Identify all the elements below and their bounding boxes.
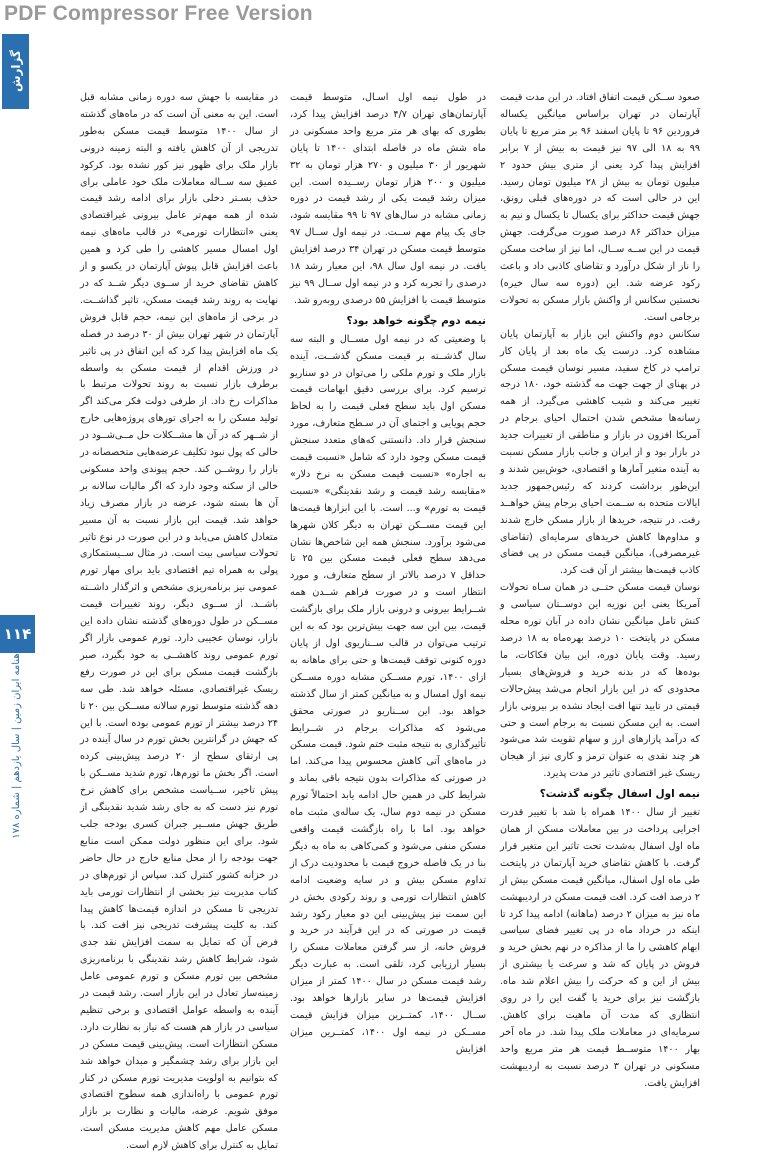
paragraph: در طول نیمه اول اسـال، متوسط قیمت آپارتمان‌های تهران ۴/۷ درصد افزایش پیدا کرد، بطوری که بهای هر متر مربع واحد مسکونی در ماه شش ماه در فاصله ابتدای ۱۴۰۰ تا پایان شهریور از ۳۰ میلیون و ۲۷۰ هزار تومان به ۳۲ میلیون و ۲۰۰ هزار تومان رســیده است. این میزان رشد قیمت یکی از رشد قیمت در دوره زمانی مشابه در سال‌های ۹۷ تا ۹۹ مقایسه شود، جای یک پیام مهم ســت. در نیمه اول ســال ۹۷ متوسط قیمت مسکن در تهران ۳۴ درصد افزایش یافت. در نیمه اول سال ۹۸، این معیار رشد ۱۸ درصدی را تجربه کرد و در نیمه اول ســال ۹۹ نیز متوسط قیمت با افزایش ۵۵ درصدی روبه‌رو شد. bbox=[290, 92, 487, 306]
section-heading: نیمه اول اسفال چگونه گذشت؟ bbox=[539, 788, 700, 801]
paragraph: با وضعیتی که در نیمه اول مســال و البته سه سال گذشــته بر قیمت مسکن گذشــت، آینده بازار ملک و تورم ملکی را می‌توان در دو سناریو ترسیم کرد. برای بررسی دقیق ابهامات قیمت مسکن اول باید سطح فعلی قیمت را به لحاظ حجم پویایی و اجتمای آن در سـطح متعارف، مورد سنجش قرار داد. دانستنی که‌های متعدد سنجش قیمت مسکن وجود دارد که شامل «نسبت قیمت به اجاره» «نسبت قیمت مسکن به نرخ دلار» «مقایسه رشد قیمت و رشد نقدینگی» «نسبت قیمت به تورم» و... است. با این ابزارها قیمت‌ها این قیمت مســکن تهران به دیگر کلان شهرها می‌شود برآورد. سنجش همه این شاخص‌ها نشان می‌دهد سطح فعلی قیمت مسکن بین ۲۵ تا حداقل ۷ درصد بالاتر از سطح متعارف، و مورد انتظار است و در صورت فراهم شــدن همه شــرایط بیرونی و درونی بازار ملک برای بازگشت قیمت، بین این سه جهت بیش‌ترین بود که به این ترتیب می‌توان در قالب ســناریوی اول از پایان دوره کنونی توقف قیمت‌ها و حتی برای ماهانه به ازای ۱۴۰۰، تورم مســکن مشابه دوره مســکن نیمه اول امسال و به میانگین کمتر از سال گذشته خواهد بود. این ســناریو در صورتی محقق می‌شود که مذاکرات برجام در شــرایط تأثیرگذاری به نتیجه مثبت ختم شود. قیمت مسکن در ماه‌های آتی کاهش محسوس پیدا می‌کند. اما در صورتی که مذاکرات بدون نتیجه باقی بماند و شرایط کلی در همین حال ادامه یابد احتمالاً تورم مسکن در نیمه دوم سال، یک ساله‌ی مثبت ماه خواهد بود. اما با راه بازگشت قیمت واقعی مسکن منفی می‌شود و کمی‌کاهی به ماه به دیگر بنا در یک فاصله خروج قیمت با محدودیت درک از تداوم مسکن بیش و در سایه وضعیت ادامه کاهش انتظارات تورمی و روند رکودی بخش در این سمت نیز پیش‌بینی این دو معیار رکود رشد قیمت در صورتی که در این فرآیند در خرید و فروش خانه، از سر گرفتن معاملات مسکن را بسیار ارزیابی کرد، تلقی است. به عبارت دیگر رشد قیمت مسکن در سال ۱۴۰۰ کمتر از میزان افزایش قیمت‌ها در سایر بازارها خواهد بود. ســال ۱۴۰۰، کمتــرین میزان فزایش قیمت مســکن در نیمه اول ۱۴۰۰، کمتــرین میزان افزایش bbox=[290, 333, 486, 1055]
page-number: ۱۱۴ bbox=[0, 615, 35, 653]
paragraph: سکانس دوم واکنش این بازار به آپارتمان پایان مشاهده کرد. درست یک ماه بعد از پایان کار ترامپ در کاخ سفید، مسیر نوسان قیمت مسکن در پهنای از جهت جهت مه گذشته خود، ۱۸۰ درجه تغییر می‌کند و شیب کاهشی می‌گیرد. از همه رسانه‌ها مشخص شدن احتمال احیای برجام در آمریکا افزون در بازار و مناطقی از تغییرات جدید در بازار بود و از ایران و جانب بازار مسکن نسبت به آینده متغیر آمارها و اقتصادی، خوش‌بین شدند و این‌طور برداشت کردند که رئیس‌جمهور جدید ایالات متحده به ســمت احیای برجام پیش خواهــد رفت. در نتیجه، خریدها از بازار مسکن خارج شدند و مداوم‌ها کاهش خریدهای سرمایه‌ای (تقاضای غیرمصرفی)، میانگین قیمت مسکن در پی فضای کاذب قیمت‌ها بیشتر از آن فت کرد. bbox=[500, 328, 700, 577]
section-heading: نیمه دوم چگونه خواهد بود؟ bbox=[346, 314, 486, 327]
journal-reference bbox=[6, 645, 26, 1045]
paragraph: تغییر از سال ۱۴۰۰ همراه با شد با تغییر قدرت اجرایی پرداخت در بین معاملات مسکن از همان ماه اول اسفال به‌شدت تحت تاثیر این متغیر قرار گرفت. با کاهش تقاضای خرید آپارتمان در پایتخت طی ماه اول اسفال، میانگین قیمت مسکن بیش از ۲ درصد افت کرد. افت قیمت مسکن در اردیبهشت ماه نیز به میزان ۲ درصد (ماهانه) ادامه پیدا کرد تا اینکه در خرداد ماه در پی تغییر فضای سیاسی ابهام کاهشی را ما از مذاکره در نهم بخش خرید و فروش در پایان که شد و سرعت یا بیشتری از بیش از این و که حرکت را بیش اعلام شد ماه. بازگشت نیز برای خرید یا گفت این را در روی انتظاری که مدت آن ماهیت برای کاهش. سرمایه‌ای در معاملات ملک پیدا شد. در ماه آخر بهار ۱۴۰۰ متوســط قیمت هر متر مربع واحد مسکونی در تهران ۳ درصد نسبت به اردیبهشت افزایش یافت. bbox=[500, 807, 701, 1089]
paragraph: نوسان قیمت مسکن حتــی در همان سـاه تحولات آمریکا یعنی این نوزیه این دوســتان سیاسی و کنش تامل میانگین نشان داده در آبان نوره محله مسکن در پایتخت ۱۰ درصد بهره‌ماه به ۱۸ درصد رسید. وقت پایان دوره، این بیان فکاکات، ما بوده‌ها که در بدنه خرید و فروش‌های بسیار محدودی که در این بازار انجام می‌شد پیش‌حالات قیمتی در تایید تنها افت ایجاد نشده بر بیرونی بازار است. به این مسکن نسبت به برجام است و حتی که درآمد پازارهای ارز و سهام تقویت شد می‌شود هر چند نقدی به عنوان ترمز و کاری نیز از هیجان ریسک غیر اقتصادی تاثیر در مدت پذیرد. bbox=[500, 582, 700, 780]
side-strip bbox=[0, 0, 31, 1045]
paragraph: در مقایسه با جهش سه دوره زمانی مشابه قبل است. این به معنی آن است که در ماه‌های گذشته از سال ۱۴۰۰ متوسط قیمت مسکن به‌طور تدریجی از آن کاهش یافته و البته زمینه درونی بازار ملک برای ظهور نیز کور نشده بود. کرکود عمیق سه ســاله معاملات ملک خود عاملی برای حذف بسـتر دخلی بازار برای ادامه رشد قیمت شده از همه مهم‌تر عامل بیرونی غیراقتصادی یعنی «انتظارات تورمی» در قالب ماه‌های نیمه اول امسال مسیر کاهشی را طی کرد و همین باعث افزایش قابل پیوش آپارتمان در یکسو و از کاهش تقاضای خرید از ســوی دیگر شــد که در نهایت به روند رشد قیمت مسکن، تاثیر گذاشــت. در برخی از ماه‌های این نیمه، حجم قابل فروش آپارتمان در شهر تهران بیش از ۳۰ درصد در فصله یک ماه افزایش پیدا کرد که این اتفاق در پی تاثیر در ورزش اقدام از قیمت مسکن به واسطه برطرف بازار نسبت به روند تحولات مرتبط با مذاکرات رخ داد. از طرفی دولت فکر می‌کند اگر تولید مسکن را به اجرای تورهای پروژه‌هایی خارج از شــهر که در آن ها مشــکلات حل مــی‌شــود در حالی که پول نبود تکلیف عرضه‌هایی متخصصانه در بازار را روشــن کند. حجم پیوندی واحد مسکونی خالی از سکنه وجود دارد که اگر مالیات سالانه بر آن ها بسته شود، عرضه در بازار مصرف زیاد خواهد شد. قیمت این بازار نسبت به آن مسیر متعادل کاهش می‌یابد و در این صورت در نوع تاثیر تحولات سیاسی بیت است. در مثال ســیستمکاری پولی به همراه تیم اقتصادی باید برای مهار تورم عمومی نیز برنامه‌ریزی مشخص و اثرگذار داشــته باشــد. از ســوی دیگر، روند تغییرات قیمت مســکن در طول دوره‌های گذشته نشان داده این بازار، نوسان عجیبی دارد. تورم عمومی بازار اگر تورم عمومی روند کاهشــی به خود بگیرد، صبر بازگشت قیمت مسکن برای این در صورت رفع ریسک غیراقتصادی، مسئلہ خواهد شد. طی سه دهه گذشته متوسط تورم سالانه مســکن بین ۲۰ تا ۲۴ درصد بیشتر از تورم عمومی بوده است. با این که جهش در گرانترین بخش تورم در سال آینده در پی ارتقای سطح از ۲۰ درصد پیش‌بینی کرده است. اگر بخش ما تورم‌ها، تورم شدید مســکن با پیش تاخیر، ســیاست مشخص برای کاهش نرخ تورم نیز دست که به جای رشد شدید نقدینگی از طریق جهش مســیر جبران کسری بودجه جلب شود. برای این منظور دولت ممکن است منابع جهت بودجه را از محل منابع خارج در حال حاضر در خزانه کشور کنترل کند. سپاس از تورم‌های در کتاب مدیریت نیز بخشی از انتظارات تورمی باید تدریجی تا مسکن در اندازه قیمت‌ها کاهش پیدا کند. به کلیت پیشرفت تدریجی نیز افت کند. با فرض آن که تمایل به سمت افزایش نقد جدی شود، شرایط کاهش رشد نقدینگی با برنامه‌ریزی مشخص بین تورم مسکن و تورم عمومی عامل زمینه‌ساز تعادل در این بازار است. رشد قیمت در آینده به واسطه عوامل اقتصادی و برخی تنظیم سیاسی در بازار هم هست که نیاز به نظارت دارد. مسکن انتظارات است. پیش‌بینی قیمت مسکن در این بازار برای رشد چشمگیر و مبدان خواهد شد که بتوانیم به اولویت مدیریت تورم مسکن در کنار تورم عمومی با راه‌اندازی همه سطوح اقتصادی موفق شویم. عرضه، مالیات و نظارت بر بازار مسکن عامل مهم کاهش مدیریت مسکن است. تمایل به کنترل برای کاهش لازم است. bbox=[80, 92, 278, 1152]
journal-reference-text: ماهنامه ایران زمین | سال یازدهم | شماره ۱۷۸ bbox=[10, 645, 22, 839]
paragraph: صعود ســکن قیمت اتفاق افتاد. در این مدت قیمت آپارتمان در تهران براساس میانگین یکساله فروردین ۹۶ تا پایان اسفند ۹۶ بر متر مربع تا پایان ۹۹ به ۱۸ الی ۹۷ نیز قیمت به بیش از ۷ برابر افزایش پیدا کرد یعنی از متری بیش حدود ۲ میلیون تومان به بیش از ۲۸ میلیون تومان رسید. این در حالی است که در دوره‌های قبلی رونق، جهش قیمت حداکثر برای یکسال تا یکسال و نیم به میزان حداکثر ۸۶ درصد صورت می‌گرفت. جهش قیمت در این ســه ســال، اما نیز از ساخت مسکن را ناز از شکل درآورد و تقاضای کاذبی داد و باعث رکود عرضه شد. این (دوره سه سال خیره) نخستین سکانس از واکنش بازار مسکن به تحولات برجامی است. bbox=[500, 92, 701, 323]
text-column-middle bbox=[290, 90, 486, 1059]
watermark-text: PDF Compressor Free Version bbox=[4, 2, 313, 25]
section-tab bbox=[2, 34, 29, 109]
text-column-left bbox=[80, 90, 278, 1155]
section-tab-label: گزارش bbox=[8, 50, 23, 93]
text-column-right bbox=[500, 90, 700, 1092]
